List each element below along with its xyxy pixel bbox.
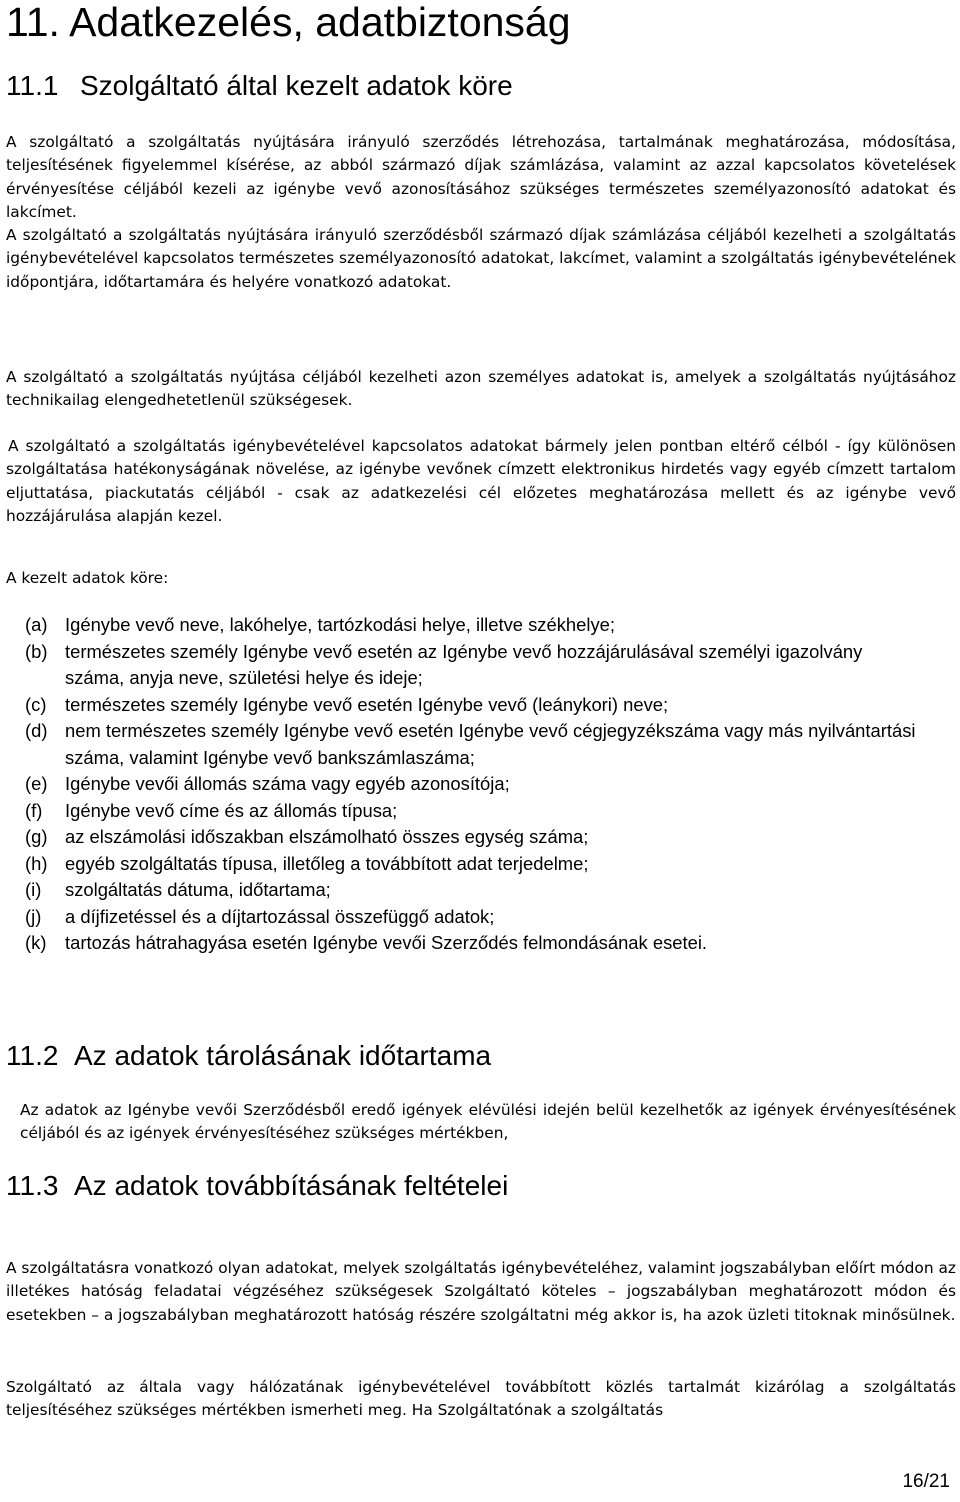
list-marker: (g) — [25, 826, 48, 847]
section-title: Az adatok továbbításának feltételei — [74, 1170, 509, 1201]
section-heading-3 — [6, 1170, 508, 1202]
list-item — [25, 824, 960, 851]
paragraph: A szolgáltató a szolgáltatás nyújtására irányuló szerződés létrehozása, tartalmának meghatározása, módosítása, teljesítésének figyelemmel kísérése, az abból származó díjak számlázása, valamint az azzal kapcsolatos követelések érvényesítése céljából kezeli az igénybe vevő azonosításához szükséges természetes személyazonosító adatokat és lakcímet. — [6, 133, 956, 222]
list-item-text: nem természetes személy Igénybe vevő esetén Igénybe vevő cégjegyzékszáma vagy más nyilvántartási száma, valamint Igénybe vevő bankszámlaszáma; — [65, 720, 916, 768]
list-item-text: Igénybe vevő címe és az állomás típusa; — [65, 799, 398, 821]
chapter-heading: 11. Adatkezelés, adatbiztonság — [6, 0, 571, 45]
list-marker: (f) — [25, 799, 43, 821]
list-item — [25, 692, 960, 719]
list-intro: A kezelt adatok köre: — [6, 569, 169, 587]
list-marker: (a) — [25, 614, 48, 635]
section-number: 11.3 — [6, 1170, 59, 1201]
list-marker: (i) — [25, 879, 42, 900]
list-item — [25, 904, 960, 931]
list-item-text: Igénybe vevői állomás száma vagy egyéb azonosítója; — [65, 773, 510, 794]
paragraph: Szolgáltató az általa vagy hálózatának igénybevételével továbbított közlés tartalmát kizárólag a szolgáltatás teljesítéséhez szükséges mértékben ismerheti meg. Ha Szolgáltatónak a szolgáltatás — [6, 1378, 956, 1420]
list-item-text: tartozás hátrahagyása esetén Igénybe vevői Szerződés felmondásának esetei. — [65, 932, 708, 953]
list-item — [25, 798, 960, 825]
page-number: 16/21 — [902, 1471, 950, 1492]
list-item — [25, 877, 960, 904]
paragraph: A szolgáltató a szolgáltatás igénybevételével kapcsolatos adatokat bármely jelen pontban eltérő célból - így különösen szolgáltatása hatékonyságának növelése, az igénybe vevőnek címzett elektronikus hirdetés vagy egyéb címzett tartalom eljuttatása, piackutatás céljából - csak az adatkezelési cél előzetes meghatározása mellett és az igénybe vevő hozzájárulása alapján kezel. — [6, 437, 956, 526]
list-item-text: természetes személy Igénybe vevő esetén Igénybe vevő (leánykori) neve; — [65, 693, 669, 715]
section-title: Az adatok tárolásának időtartama — [74, 1040, 492, 1071]
list-item-text: egyéb szolgáltatás típusa, illetőleg a továbbított adat terjedelme; — [65, 852, 589, 874]
section-number: 11.2 — [6, 1040, 59, 1071]
paragraph: Az adatok az Igénybe vevői Szerződésből eredő igények elévülési idején belül kezelhetők az igények érvényesítésének céljából és az igények érvényesítéséhez szükséges mértékben, — [20, 1101, 956, 1143]
paragraph: A szolgáltatásra vonatkozó olyan adatokat, melyek szolgáltatás igénybevételéhez, valamint jogszabályban előírt módon az illetékes hatóság feladatai végzéséhez szükségesek Szolgáltató köteles – jogszabályban meghatározott módon és esetekben – a jogszabályban meghatározott hatóság részére szolgáltatni még akkor is, ha azok üzleti titoknak minősülnek. — [6, 1259, 956, 1324]
section-number: 11.1 — [6, 70, 59, 101]
data-list — [25, 612, 960, 957]
list-item — [25, 639, 960, 692]
list-marker: (j) — [25, 905, 42, 927]
list-marker: (d) — [25, 720, 48, 741]
list-item — [25, 771, 960, 798]
list-marker: (e) — [25, 773, 48, 794]
list-item — [25, 718, 960, 771]
list-item-text: szolgáltatás dátuma, időtartama; — [65, 879, 331, 900]
list-marker: (k) — [25, 932, 47, 953]
paragraph: A szolgáltató a szolgáltatás nyújtása céljából kezelheti azon személyes adatokat is, amelyek a szolgáltatás nyújtásához technikailag elengedhetetlenül szükségesek. — [6, 368, 956, 410]
section-heading-2 — [6, 1040, 491, 1072]
list-marker: (c) — [25, 693, 47, 715]
list-item — [25, 851, 960, 878]
list-item-text: a díjfizetéssel és a díjtartozással összefüggő adatok; — [65, 905, 495, 927]
list-marker: (h) — [25, 852, 48, 874]
list-item-text: természetes személy Igénybe vevő esetén az Igénybe vevő hozzájárulásával személyi igazolvány száma, anyja neve, születési helye és ideje; — [65, 640, 863, 688]
paragraph: A szolgáltató a szolgáltatás nyújtására irányuló szerződésből származó díjak számlázása céljából kezelheti a szolgáltatás igénybevételével kapcsolatos természetes személyazonosító adatokat, lakcímet, valamint a szolgáltatás igénybevételének időpontjára, időtartamára és helyére vonatkozó adatokat. — [6, 226, 956, 291]
list-item-text: az elszámolási időszakban elszámolható összes egység száma; — [65, 826, 589, 847]
section-heading-1 — [6, 70, 513, 102]
list-marker: (b) — [25, 640, 48, 662]
list-item-text: Igénybe vevő neve, lakóhelye, tartózkodási helye, illetve székhelye; — [65, 614, 615, 635]
list-item — [25, 930, 960, 957]
list-item — [25, 612, 960, 639]
section-title: Szolgáltató által kezelt adatok köre — [80, 70, 513, 101]
